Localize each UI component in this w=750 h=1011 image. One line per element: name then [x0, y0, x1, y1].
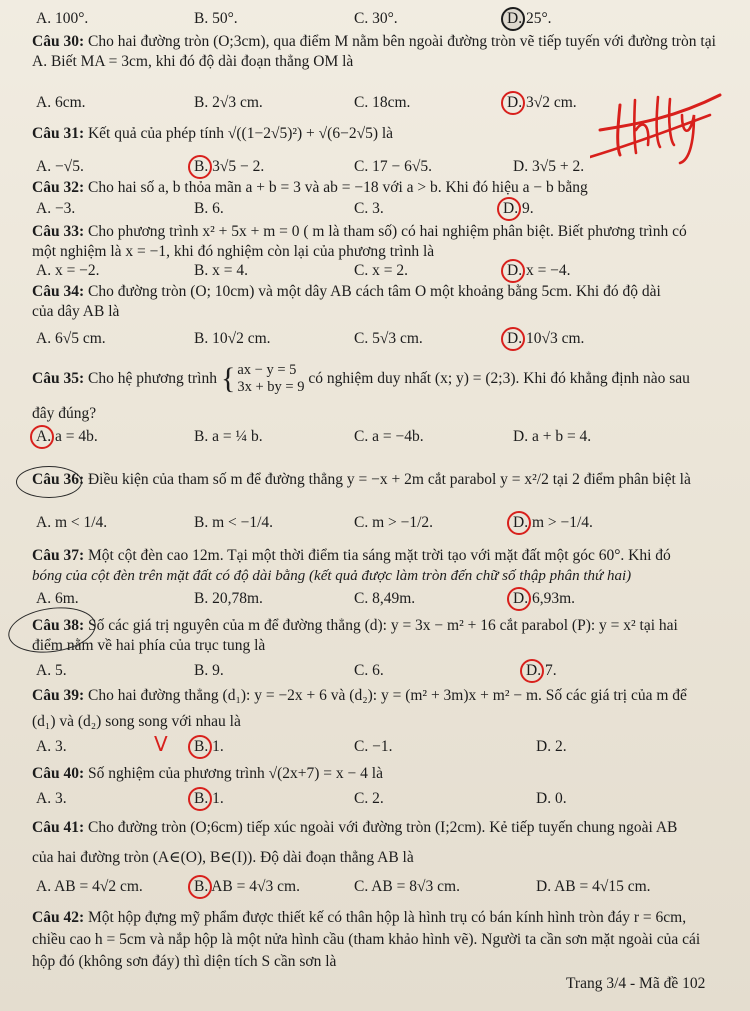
q41-option-d: D. AB = 4√15 cm.	[536, 878, 651, 895]
question-text: của dây AB là	[32, 303, 120, 320]
question-42	[32, 908, 722, 972]
question-label: Câu 30:	[32, 33, 85, 50]
q40-options	[36, 790, 716, 812]
question-text: đây đúng?	[32, 405, 97, 422]
q38-option-a: A. 5.	[36, 662, 67, 679]
q29-option-c: C. 30°.	[354, 10, 398, 27]
question-41	[32, 818, 722, 868]
question-34	[32, 282, 722, 322]
q29-options	[36, 10, 716, 32]
q36-option-a: A. m < 1/4.	[36, 514, 108, 531]
question-text: Một cột đèn cao 12m. Tại một thời điểm tia sáng mặt trời tạo với mặt đất một góc 60°. Khi đó	[87, 547, 671, 564]
q31-option-a: A. −√5.	[36, 158, 84, 175]
question-38	[32, 616, 722, 656]
q31-option-d: D. 3√5 + 2.	[513, 158, 585, 175]
question-33	[32, 222, 722, 262]
q39-option-a: A. 3.	[36, 738, 67, 755]
question-label: Câu 38:	[32, 617, 85, 634]
question-text: một nghiệm là x = −1, khi đó nghiệm còn lại của phương trình là	[32, 243, 435, 260]
q40-option-d: D. 0.	[536, 790, 567, 807]
q33-options	[36, 262, 716, 284]
q41-option-b: B. AB = 4√3 cm.	[194, 878, 300, 896]
q33-option-d: D. x = −4.	[507, 262, 571, 280]
question-label: Câu 40:	[32, 765, 85, 782]
question-39	[32, 686, 722, 732]
question-text: Điều kiện của tham số m để đường thẳng y = −x + 2m cắt parabol y = x²/2 tại 2 điểm phân biệt là	[87, 471, 691, 488]
check-tick-mark: V	[154, 732, 168, 756]
q35-option-b: B. a = ¼ b.	[194, 428, 263, 445]
q39-options	[36, 738, 716, 760]
q33-option-c: C. x = 2.	[354, 262, 408, 279]
q33-option-a: A. x = −2.	[36, 262, 100, 279]
q38-option-b: B. 9.	[194, 662, 224, 679]
q31-option-c: C. 17 − 6√5.	[354, 158, 432, 175]
q35-options	[36, 428, 716, 450]
question-40	[32, 764, 722, 784]
q38-option-c: C. 6.	[354, 662, 384, 679]
question-label: Câu 41:	[32, 819, 85, 836]
question-label: Câu 35:	[32, 370, 85, 387]
q34-option-a: A. 6√5 cm.	[36, 330, 106, 347]
q41-option-a: A. AB = 4√2 cm.	[36, 878, 143, 895]
q41-options	[36, 878, 716, 900]
q30-option-b: B. 2√3 cm.	[194, 94, 263, 111]
q37-option-c: C. 8,49m.	[354, 590, 416, 607]
question-label: Câu 34:	[32, 283, 85, 300]
q32-options	[36, 200, 716, 222]
question-35	[32, 362, 722, 424]
q37-options	[36, 590, 716, 612]
handwritten-signature	[590, 85, 730, 165]
q29-option-a: A. 100°.	[36, 10, 89, 27]
q37-option-a: A. 6m.	[36, 590, 79, 607]
question-text: Cho đường tròn (O; 10cm) và một dây AB cách tâm O một khoảng bằng 5cm. Khi đó độ dài	[87, 283, 661, 300]
brace-glyph: {	[220, 362, 236, 395]
q35-option-c: C. a = −4b.	[354, 428, 424, 445]
q38-options	[36, 662, 716, 684]
question-label: Câu 36:	[32, 471, 85, 488]
q35-option-d: D. a + b = 4.	[513, 428, 592, 445]
q40-option-a: A. 3.	[36, 790, 67, 807]
question-36	[32, 470, 722, 490]
question-label: Câu 42:	[32, 909, 85, 926]
q36-options	[36, 514, 716, 536]
q36-option-c: C. m > −1/2.	[354, 514, 434, 531]
q30-option-c: C. 18cm.	[354, 94, 411, 111]
q40-option-b: B. 1.	[194, 790, 224, 808]
q39-option-c: C. −1.	[354, 738, 393, 755]
question-text: A. Biết MA = 3cm, khi đó độ dài đoạn thẳng OM là	[32, 53, 354, 70]
q39-option-d: D. 2.	[536, 738, 567, 755]
q34-option-c: C. 5√3 cm.	[354, 330, 423, 347]
question-37	[32, 546, 722, 586]
q39-option-b: B. 1.	[194, 738, 224, 756]
question-text: Cho phương trình x² + 5x + m = 0 ( m là tham số) có hai nghiệm phân biệt. Biết phương trình có	[87, 223, 687, 240]
question-text: (d₁) và (d₂) song song với nhau là	[32, 713, 241, 730]
q33-option-b: B. x = 4.	[194, 262, 248, 279]
question-text: hộp đó (không sơn đáy) thì diện tích S cần sơn là	[32, 953, 337, 970]
q32-option-d: D. 9.	[503, 200, 534, 218]
q29-option-b: B. 50°.	[194, 10, 238, 27]
q40-option-c: C. 2.	[354, 790, 384, 807]
q32-option-b: B. 6.	[194, 200, 224, 217]
question-text: bóng của cột đèn trên mặt đất có độ dài bằng (kết quả được làm tròn đến chữ số thập phân thứ hai)	[32, 568, 632, 584]
question-text: Số các giá trị nguyên của m để đường thẳng (d): y = 3x − m² + 16 cắt parabol (P): y = x² tại hai	[87, 617, 678, 634]
q34-options	[36, 330, 716, 352]
question-32	[32, 178, 722, 198]
question-text: Cho hai số a, b thỏa mãn a + b = 3 và ab = −18 với a > b. Khi đó hiệu a − b bằng	[87, 179, 588, 196]
question-text: chiều cao h = 5cm và nắp hộp là một nửa hình cầu (tham khảo hình vẽ). Người ta cần sơn mặt ngoài của cái	[32, 931, 701, 948]
page-footer: Trang 3/4 - Mã đề 102	[566, 975, 706, 992]
question-text: có nghiệm duy nhất (x; y) = (2;3). Khi đó khẳng định nào sau	[308, 370, 690, 387]
q32-option-a: A. −3.	[36, 200, 76, 217]
q36-option-b: B. m < −1/4.	[194, 514, 274, 531]
equation-system: ax − y = 5 3x + by = 9	[237, 362, 305, 395]
question-text: Cho đường tròn (O;6cm) tiếp xúc ngoài với đường tròn (I;2cm). Kẻ tiếp tuyến chung ngoài AB	[87, 819, 678, 836]
q36-option-d: D. m > −1/4.	[513, 514, 593, 532]
question-label: Câu 32:	[32, 179, 85, 196]
q30-option-d: D. 3√2 cm.	[507, 94, 577, 112]
question-text: Số nghiệm của phương trình √(2x+7) = x − 4 là	[87, 765, 383, 782]
q31-option-b: B. 3√5 − 2.	[194, 158, 264, 176]
question-text: Cho hai đường thẳng (d₁): y = −2x + 6 và (d₂): y = (m² + 3m)x + m² − m. Số các giá trị của m để	[87, 687, 687, 704]
q34-option-d: D. 10√3 cm.	[507, 330, 584, 348]
question-label: Câu 39:	[32, 687, 85, 704]
question-text: Kết quả của phép tính √((1−2√5)²) + √(6−2√5) là	[87, 125, 394, 142]
question-text: điểm nằm về hai phía của trục tung là	[32, 637, 266, 654]
question-label: Câu 37:	[32, 547, 85, 564]
question-label: Câu 33:	[32, 223, 85, 240]
q32-option-c: C. 3.	[354, 200, 384, 217]
question-label: Câu 31:	[32, 125, 85, 142]
q29-option-d: D. 25°.	[507, 10, 552, 28]
question-text: Một hộp đựng mỹ phẩm được thiết kế có thân hộp là hình trụ có bán kính hình tròn đáy r = 6cm,	[87, 909, 687, 926]
q41-option-c: C. AB = 8√3 cm.	[354, 878, 460, 895]
question-text: Cho hệ phương trình	[87, 370, 217, 387]
q34-option-b: B. 10√2 cm.	[194, 330, 271, 347]
q38-option-d: D. 7.	[526, 662, 557, 680]
q37-option-d: D. 6,93m.	[513, 590, 575, 608]
q35-option-a: A. a = 4b.	[36, 428, 98, 446]
q30-option-a: A. 6cm.	[36, 94, 86, 111]
question-text: của hai đường tròn (A∈(O), B∈(I)). Độ dài đoạn thẳng AB là	[32, 849, 414, 866]
q37-option-b: B. 20,78m.	[194, 590, 263, 607]
question-text: Cho hai đường tròn (O;3cm), qua điểm M nằm bên ngoài đường tròn vẽ tiếp tuyến với đường tròn tại	[87, 33, 716, 50]
question-30	[32, 32, 722, 72]
